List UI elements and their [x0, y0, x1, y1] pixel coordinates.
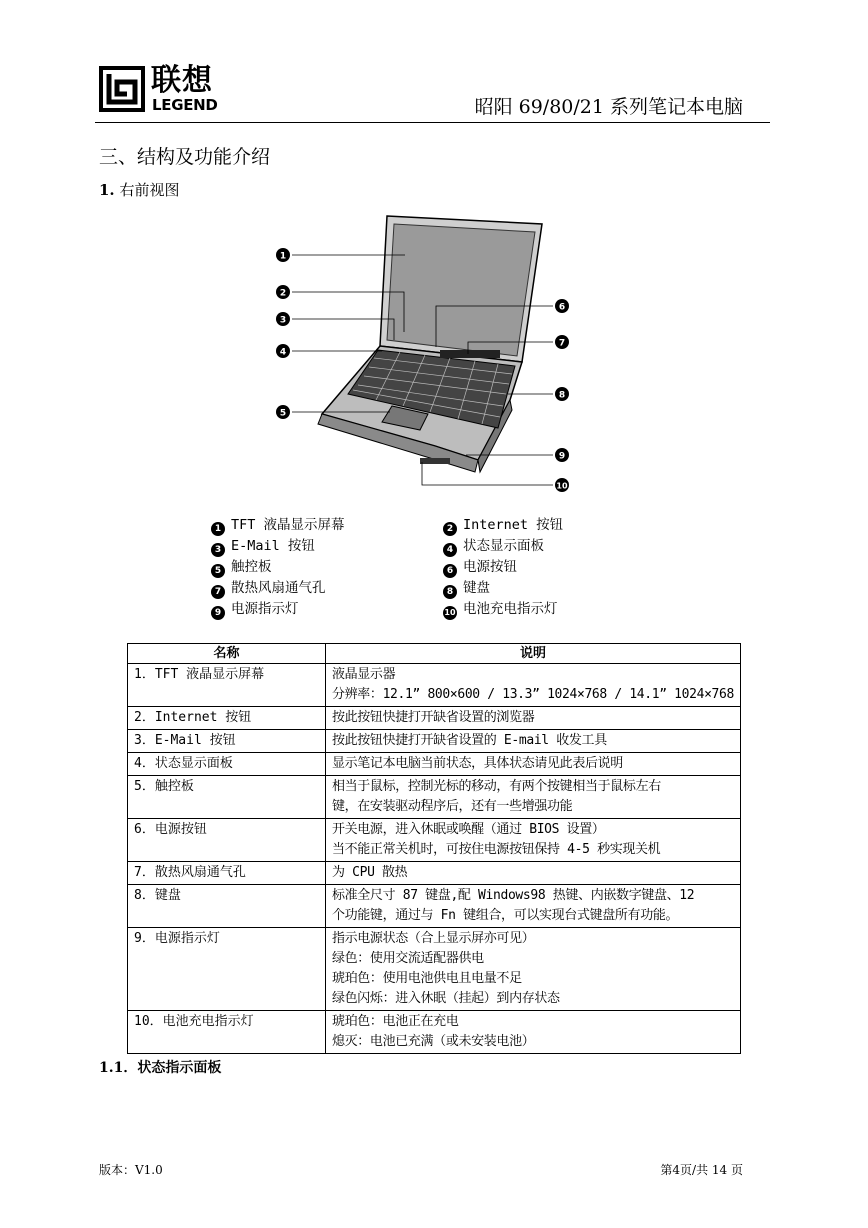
- callout-8: [508, 387, 569, 401]
- callout-4: [276, 344, 382, 358]
- logo-mark-icon: [99, 66, 145, 112]
- row-name: 10．电池充电指示灯: [128, 1011, 326, 1054]
- row-description: 显示笔记本电脑当前状态，具体状态请见此表后说明: [325, 753, 740, 776]
- svg-text:10: 10: [556, 481, 568, 491]
- footer-page-number: 第4页/共 14 页: [660, 1163, 743, 1177]
- row-description: 相当于鼠标，控制光标的移动，有两个按键相当于鼠标左右 键，在安装驱动程序后，还有一些增强功能: [325, 776, 740, 819]
- legend-item: 10 电池充电指示灯: [443, 600, 558, 620]
- row-description: 按此按钮快捷打开缺省设置的浏览器: [325, 707, 740, 730]
- svg-text:3: 3: [279, 315, 287, 326]
- row-name: 7．散热风扇通气孔: [128, 862, 326, 885]
- callout-3: [276, 312, 394, 340]
- table-row: [128, 1011, 741, 1054]
- svg-text:4: 4: [279, 347, 287, 358]
- row-name: 8．键盘: [128, 885, 326, 928]
- logo-english-text: LEGEND: [152, 96, 218, 114]
- svg-text:1: 1: [279, 251, 287, 262]
- legend-item: 4 状态显示面板: [443, 537, 544, 557]
- sub-heading-text: 右前视图: [119, 181, 180, 199]
- svg-text:7: 7: [558, 338, 566, 349]
- svg-text:8: 8: [558, 390, 566, 401]
- callout-10: [422, 462, 569, 492]
- legend-item: 3 E-Mail 按钮: [211, 537, 315, 557]
- table-row: [128, 928, 741, 1011]
- row-name: 1．TFT 液晶显示屏幕: [128, 664, 326, 707]
- row-description: 按此按钮快捷打开缺省设置的 E-mail 收发工具: [325, 730, 740, 753]
- status-panel-heading: 1.1．状态指示面板: [99, 1060, 222, 1076]
- legend-item: 7 散热风扇通气孔: [211, 579, 326, 599]
- row-name: 9．电源指示灯: [128, 928, 326, 1011]
- sub-heading-number: 1.: [99, 181, 115, 199]
- svg-text:5: 5: [279, 408, 287, 419]
- legend-item: 2 Internet 按钮: [443, 516, 563, 536]
- column-header-name: 名称: [128, 644, 326, 664]
- row-description: 指示电源状态（合上显示屏亦可见） 绿色：使用交流适配器供电 琥珀色：使用电池供电且电量不足 绿色闪烁：进入休眠（挂起）到内存状态: [325, 928, 740, 1011]
- row-name: 3．E-Mail 按钮: [128, 730, 326, 753]
- legend-logo: [99, 63, 224, 114]
- component-spec-table: [127, 643, 741, 1054]
- row-description: 开关电源，进入休眠或唤醒（通过 BIOS 设置） 当不能正常关机时，可按住电源按钮保持 4-5 秒实现关机: [325, 819, 740, 862]
- row-name: 6．电源按钮: [128, 819, 326, 862]
- logo-chinese-text: 联想: [151, 63, 213, 98]
- column-header-description: 说明: [325, 644, 740, 664]
- table-header-row: [128, 644, 741, 664]
- section-heading: 三、结构及功能介绍: [99, 146, 271, 168]
- header-title: 昭阳 69/80/21 系列笔记本电脑: [474, 96, 743, 118]
- legend-item: 9 电源指示灯: [211, 600, 299, 620]
- row-description: 琥珀色：电池正在充电 熄灭：电池已充满（或未安装电池）: [325, 1011, 740, 1054]
- row-name: 5．触控板: [128, 776, 326, 819]
- row-description: 标准全尺寸 87 键盘,配 Windows98 热键、内嵌数字键盘、12 个功能键，通过与 Fn 键组合，可以实现台式键盘所有功能。: [325, 885, 740, 928]
- laptop-right-front-figure: [270, 210, 580, 500]
- sub-heading: [99, 180, 179, 200]
- table-row: [128, 819, 741, 862]
- row-description: 为 CPU 散热: [325, 862, 740, 885]
- svg-text:6: 6: [558, 302, 566, 313]
- table-row: [128, 776, 741, 819]
- row-name: 2．Internet 按钮: [128, 707, 326, 730]
- legend-item: 8 键盘: [443, 579, 490, 599]
- table-row: [128, 730, 741, 753]
- legend-item: 6 电源按钮: [443, 558, 517, 578]
- svg-text:9: 9: [558, 451, 566, 462]
- legend-item: 1 TFT 液晶显示屏幕: [211, 516, 345, 536]
- legend-item: 5 触控板: [211, 558, 272, 578]
- table-row: [128, 707, 741, 730]
- table-row: [128, 885, 741, 928]
- footer-version: 版本：V1.0: [99, 1163, 163, 1177]
- table-row: [128, 753, 741, 776]
- row-name: 4．状态显示面板: [128, 753, 326, 776]
- svg-text:2: 2: [279, 288, 287, 299]
- row-description: 液晶显示器 分辨率：12.1” 800×600 / 13.3” 1024×768 / 14.1” 1024×768: [325, 664, 740, 707]
- table-row: [128, 862, 741, 885]
- table-row: [128, 664, 741, 707]
- header-divider: [95, 122, 770, 123]
